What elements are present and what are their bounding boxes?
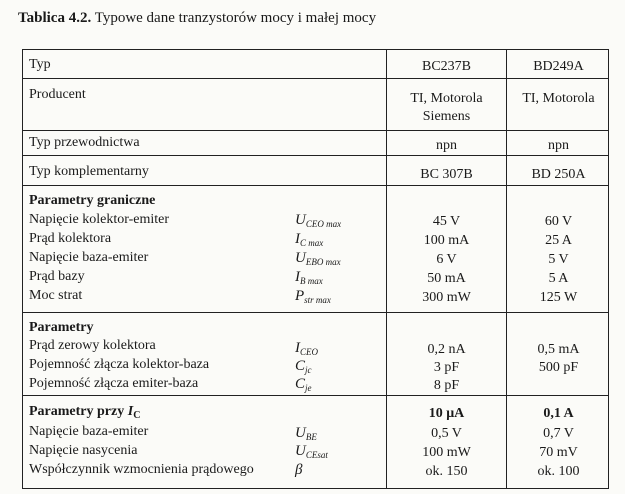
limits-row-symbol: $I_{B max}$ bbox=[295, 269, 323, 286]
row-divider bbox=[23, 185, 608, 186]
limits-row-symbol: $U_{EBO max}$ bbox=[295, 250, 341, 267]
conductivity-label: Typ przewodnictwa bbox=[29, 135, 140, 150]
limits-row-col1: 50 mA bbox=[427, 271, 466, 286]
producent-label: Producent bbox=[29, 87, 86, 102]
parameters-row-symbol: $C_{je}$ bbox=[295, 376, 312, 393]
parameters-row-symbol: $C_{jc}$ bbox=[295, 358, 312, 375]
at-ic-row-col1: ok. 150 bbox=[425, 464, 468, 479]
at-ic-col2: 0,1 A bbox=[543, 406, 574, 421]
complementary-col1: BC 307B bbox=[420, 167, 473, 182]
limits-row-col1: 6 V bbox=[436, 252, 457, 267]
at-ic-row-symbol: $U_{BE}$ bbox=[295, 425, 317, 442]
at-ic-row-col1: 0,5 V bbox=[431, 426, 462, 441]
limits-row-col1: 100 mA bbox=[423, 233, 470, 248]
limits-row-col1: 300 mW bbox=[422, 290, 471, 305]
limits-row-label: Moc strat bbox=[29, 288, 83, 303]
parameters-row-col1: 8 pF bbox=[433, 378, 460, 393]
at-ic-row-col2: 70 mV bbox=[539, 445, 578, 460]
limits-row-label: Prąd bazy bbox=[29, 269, 85, 284]
section-heading-limits: Parametry graniczne bbox=[29, 193, 156, 208]
row-divider bbox=[23, 130, 608, 131]
at-ic-row-col1: 100 mW bbox=[422, 445, 471, 460]
parameters-row-col1: 0,2 nA bbox=[427, 342, 466, 357]
at-ic-col1: 10 μA bbox=[428, 406, 465, 421]
limits-row-label: Napięcie kolektor-emiter bbox=[29, 212, 170, 227]
limits-row-col2: 5 A bbox=[548, 271, 569, 286]
parameters-row-label: Pojemność złącza kolektor-baza bbox=[29, 357, 210, 372]
header-label: Typ bbox=[29, 57, 51, 72]
header-col2: BD249A bbox=[533, 59, 584, 74]
at-ic-row-symbol: β bbox=[295, 462, 303, 478]
limits-row-label: Prąd kolektora bbox=[29, 231, 112, 246]
limits-row-symbol: $P_{str max}$ bbox=[295, 288, 331, 305]
limits-row-symbol: $U_{CEO max}$ bbox=[295, 212, 342, 229]
limits-row-col2: 25 A bbox=[545, 233, 572, 248]
parameters-row-col1: 3 pF bbox=[433, 360, 460, 375]
row-divider bbox=[23, 155, 608, 156]
parameters-row-col2: 0,5 mA bbox=[537, 342, 580, 357]
complementary-label: Typ komplementarny bbox=[29, 164, 149, 179]
conductivity-col2: npn bbox=[548, 138, 569, 153]
limits-row-col2: 60 V bbox=[544, 214, 573, 229]
limits-row-symbol: $I_{C max}$ bbox=[295, 231, 324, 248]
section-heading-at-ic: Parametry przy $I_C$ bbox=[29, 404, 141, 421]
at-ic-row-label: Współczynnik wzmocnienia prądowego bbox=[29, 462, 254, 477]
table-title: Typowe dane tranzystorów mocy i małej mocy bbox=[94, 10, 377, 26]
producent-col2: TI, Motorola bbox=[522, 91, 595, 106]
section-heading-parameters: Parametry bbox=[29, 320, 94, 335]
row-divider bbox=[23, 78, 608, 79]
producent-col1-line1: TI, Motorola bbox=[410, 91, 483, 106]
table-caption bbox=[18, 10, 376, 27]
limits-row-col2: 5 V bbox=[548, 252, 569, 267]
conductivity-col1: npn bbox=[436, 138, 457, 153]
table-number: Tablica 4.2. bbox=[18, 10, 92, 26]
limits-row-col1: 45 V bbox=[432, 214, 461, 229]
limits-row-label: Napięcie baza-emiter bbox=[29, 250, 149, 265]
producent-col1-line2: Siemens bbox=[422, 109, 471, 124]
complementary-col2: BD 250A bbox=[531, 167, 586, 182]
at-ic-row-label: Napięcie baza-emiter bbox=[29, 424, 149, 439]
at-ic-row-label: Napięcie nasycenia bbox=[29, 443, 138, 458]
row-divider bbox=[23, 395, 608, 396]
at-ic-row-col2: ok. 100 bbox=[537, 464, 580, 479]
column-divider bbox=[506, 50, 507, 488]
transistor-data-table bbox=[22, 49, 609, 489]
parameters-row-symbol: $I_{CEO}$ bbox=[295, 340, 318, 357]
limits-row-col2: 125 W bbox=[539, 290, 578, 305]
parameters-row-col2: 500 pF bbox=[538, 360, 579, 375]
header-col1: BC237B bbox=[421, 59, 471, 74]
at-ic-row-col2: 0,7 V bbox=[543, 426, 574, 441]
at-ic-row-symbol: $U_{CEsat}$ bbox=[295, 443, 328, 460]
parameters-row-label: Prąd zerowy kolektora bbox=[29, 338, 156, 353]
parameters-row-label: Pojemność złącza emiter-baza bbox=[29, 376, 199, 391]
row-divider bbox=[23, 312, 608, 313]
